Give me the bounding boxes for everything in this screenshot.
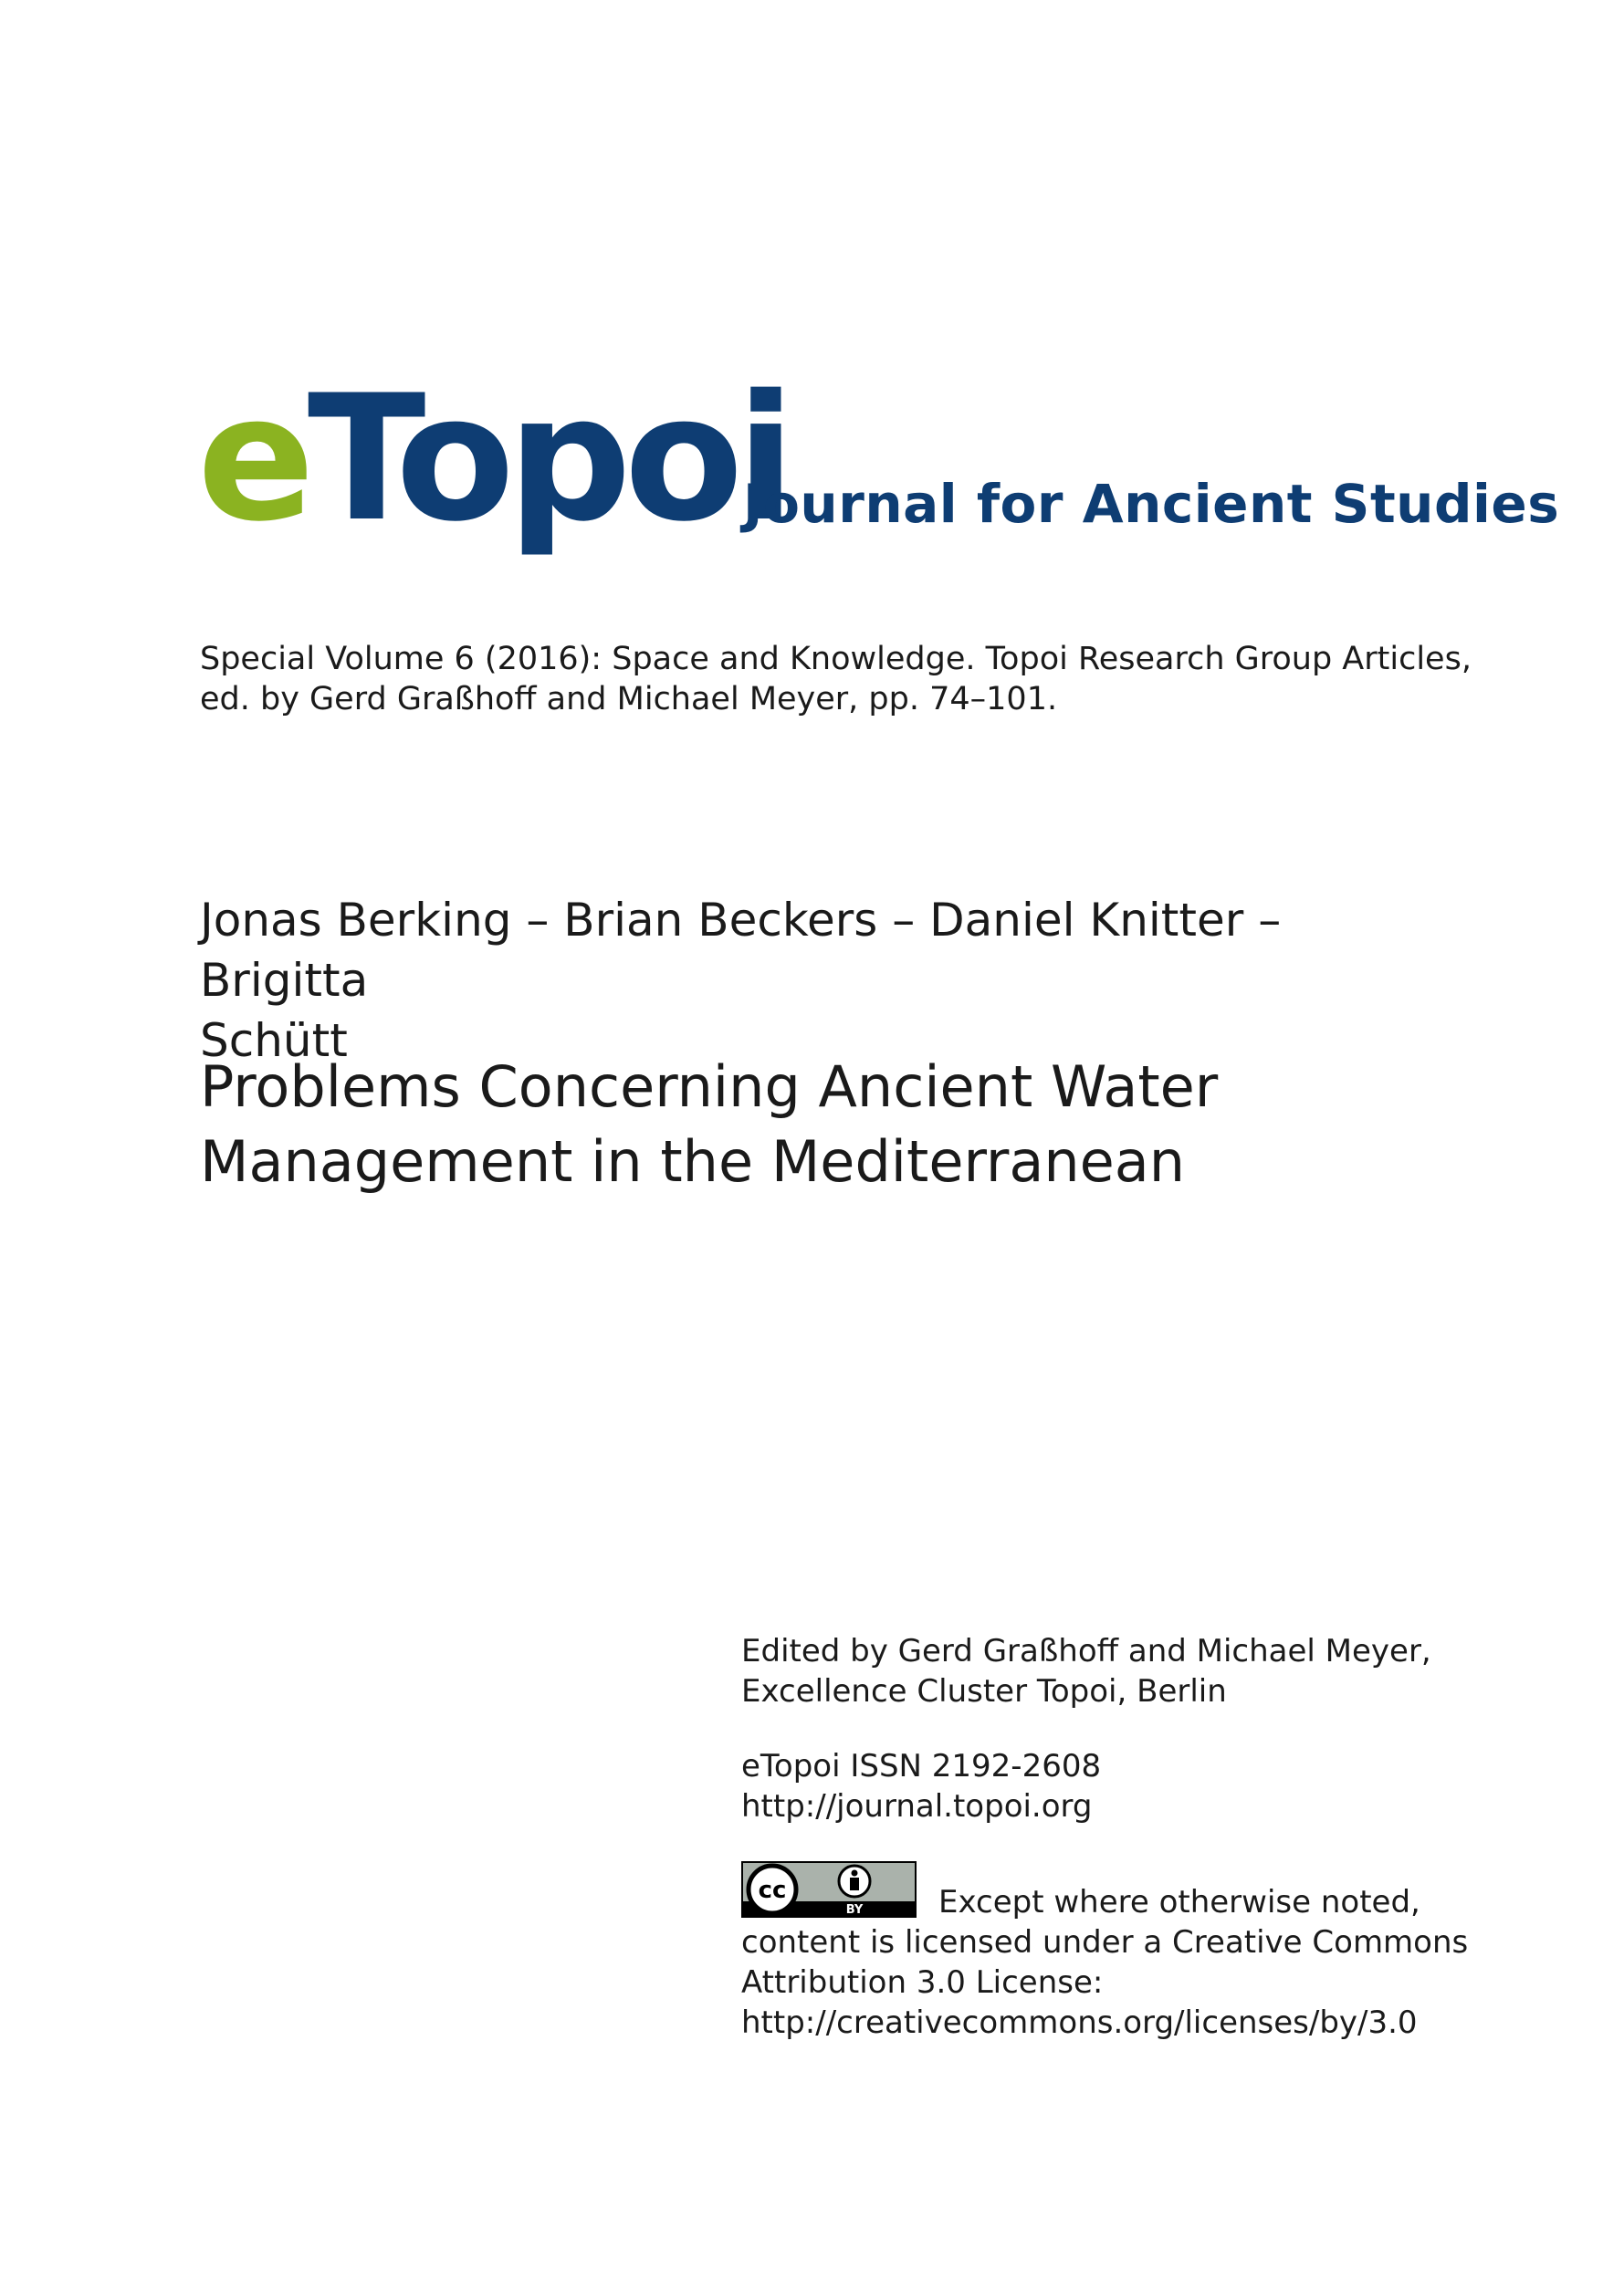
license-line1-row (741, 1861, 1435, 1922)
journal-url[interactable]: http://journal.topoi.org (741, 1788, 1093, 1825)
logo-topoi: Topoi (307, 358, 789, 560)
license-line1: Except where otherwise noted, (938, 1884, 1420, 1920)
authors (200, 890, 1428, 1071)
cc-by-icon[interactable] (741, 1861, 917, 1918)
license-line2: content is licensed under a Creative Commons (741, 1924, 1469, 1961)
volume-info (200, 639, 1472, 719)
article-title-line2: Management in the Mediterranean (200, 1128, 1186, 1195)
license-block (741, 1861, 1469, 2043)
editor-block (741, 1631, 1435, 1711)
edited-by: Edited by Gerd Graßhoff and Michael Meyer, (741, 1633, 1431, 1669)
logo-e: e (197, 358, 308, 560)
volume-info-line2: ed. by Gerd Graßhoff and Michael Meyer, pp. 74–101. (200, 681, 1058, 717)
journal-subtitle: Journal for Ancient Studies (743, 473, 1560, 535)
article-title (200, 1050, 1428, 1199)
authors-line2: Schütt (200, 1014, 348, 1067)
institution: Excellence Cluster Topoi, Berlin (741, 1673, 1227, 1710)
cc-badge-by: BY (845, 1903, 864, 1917)
authors-line1: Jonas Berking – Brian Beckers – Daniel Knitter – Brigitta (200, 894, 1282, 1007)
issn-block (741, 1746, 1435, 1826)
cc-badge-cc: cc (758, 1877, 787, 1904)
issn: eTopoi ISSN 2192-2608 (741, 1748, 1102, 1784)
license-line3: Attribution 3.0 License: (741, 1964, 1104, 2001)
etopoi-logo (197, 358, 789, 560)
article-title-line1: Problems Concerning Ancient Water (200, 1053, 1219, 1120)
volume-info-line1: Special Volume 6 (2016): Space and Knowledge. Topoi Research Group Articles, (200, 641, 1472, 677)
colophon (741, 1631, 1469, 2077)
license-url[interactable]: http://creativecommons.org/licenses/by/3.0 (741, 2004, 1418, 2041)
